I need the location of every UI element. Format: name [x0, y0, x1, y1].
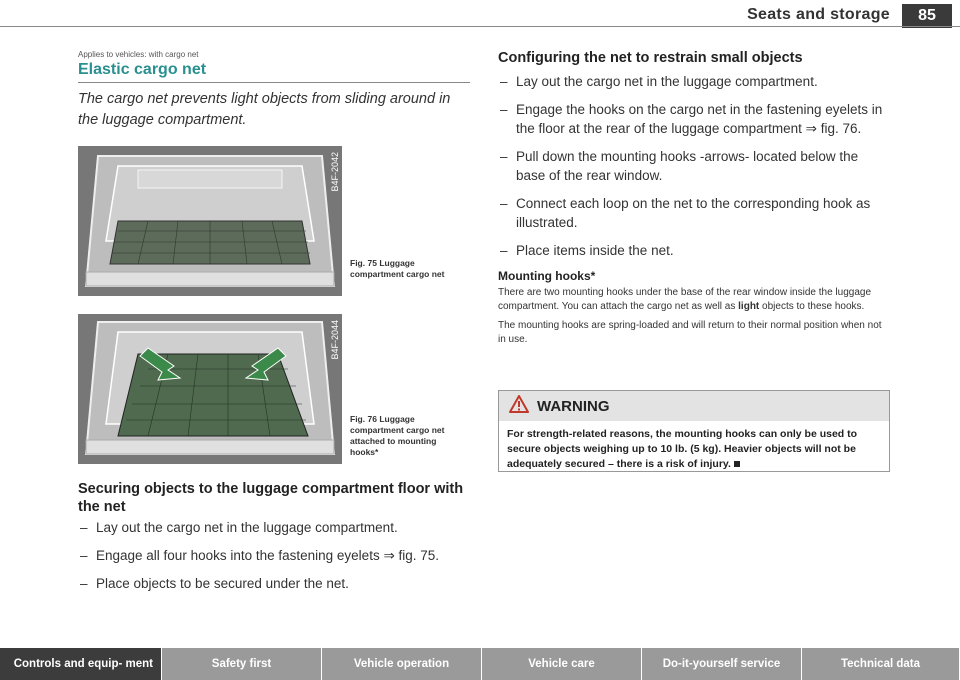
figure-76-caption-text: Luggage compartment cargo net attached to mounting hooks*	[350, 414, 445, 457]
list-item: – Connect each loop on the net to the corresponding hook as illustrated.	[498, 194, 890, 232]
warning-body	[499, 421, 889, 478]
left-steps	[78, 518, 478, 602]
figure-75-image	[78, 146, 342, 296]
applies-note: Applies to vehicles: with cargo net	[78, 50, 199, 59]
header-rule	[0, 26, 960, 27]
end-of-section-icon	[734, 461, 740, 467]
list-item: – Lay out the cargo net in the luggage compartment.	[78, 518, 478, 537]
figure-75-caption-text: Luggage compartment cargo net	[350, 258, 445, 279]
warning-header	[499, 391, 889, 421]
subsection-title: Securing objects to the luggage compartment floor with the net	[78, 481, 464, 515]
warning-title: WARNING	[537, 397, 610, 415]
page-number: 85	[902, 4, 952, 28]
tab-safety[interactable]: Safety first	[162, 648, 322, 680]
list-item: – Place items inside the net.	[498, 241, 890, 260]
list-item: – Place objects to be secured under the net.	[78, 574, 478, 593]
mounting-hooks-note: The mounting hooks are spring-loaded and will return to their normal position when not in use.	[498, 320, 882, 345]
figure-76-code: B4F-2044	[330, 320, 340, 360]
tab-diy-service[interactable]: Do-it-yourself service	[642, 648, 802, 680]
figure-76-caption	[350, 414, 460, 458]
mounting-text-part: There are two mounting hooks under the base of the rear window inside the luggage compartment. You can attach the cargo net as well as	[498, 287, 872, 312]
figure-76-image	[78, 314, 342, 464]
figure-75-caption	[350, 258, 460, 280]
section-title: Elastic cargo net	[78, 61, 470, 83]
tab-technical-data[interactable]: Technical data	[802, 648, 960, 680]
tab-vehicle-care[interactable]: Vehicle care	[482, 648, 642, 680]
warning-triangle-icon	[509, 395, 529, 418]
lead-text: The cargo net prevents light objects from sliding around in the luggage compartment.	[78, 91, 451, 128]
running-header-title: Seats and storage	[747, 6, 890, 23]
warning-box	[498, 390, 890, 472]
right-section-title: Configuring the net to restrain small objects	[498, 50, 803, 66]
warning-text: For strength-related reasons, the mounting hooks can only be used to secure objects weighing up to 10 lb. (5 kg). Heavier objects will not be adequately secured – there is a risk of injury.	[507, 428, 858, 470]
list-item: – Engage the hooks on the cargo net in the fastening eyelets in the floor at the rear of the luggage compartment ⇒ fig. 76.	[498, 100, 890, 138]
mounting-text-bold: light	[738, 301, 760, 312]
mounting-hooks-text	[498, 286, 890, 314]
figure-75-number: Fig. 75	[350, 258, 377, 268]
list-item: – Lay out the cargo net in the luggage compartment.	[498, 72, 890, 91]
tab-vehicle-operation[interactable]: Vehicle operation	[322, 648, 482, 680]
footer-nav	[0, 648, 960, 680]
mounting-hooks-title: Mounting hooks*	[498, 269, 596, 283]
left-column	[78, 50, 470, 131]
figure-76-number: Fig. 76	[350, 414, 377, 424]
mounting-text-part: objects to these hooks.	[759, 301, 865, 312]
list-item: – Pull down the mounting hooks -arrows- located below the base of the rear window.	[498, 147, 890, 185]
right-column	[498, 50, 890, 352]
figure-75-code: B4F-2042	[330, 152, 340, 192]
tab-controls[interactable]: Controls and equip- ment	[0, 648, 162, 680]
list-item: – Engage all four hooks into the fastening eyelets ⇒ fig. 75.	[78, 546, 478, 565]
